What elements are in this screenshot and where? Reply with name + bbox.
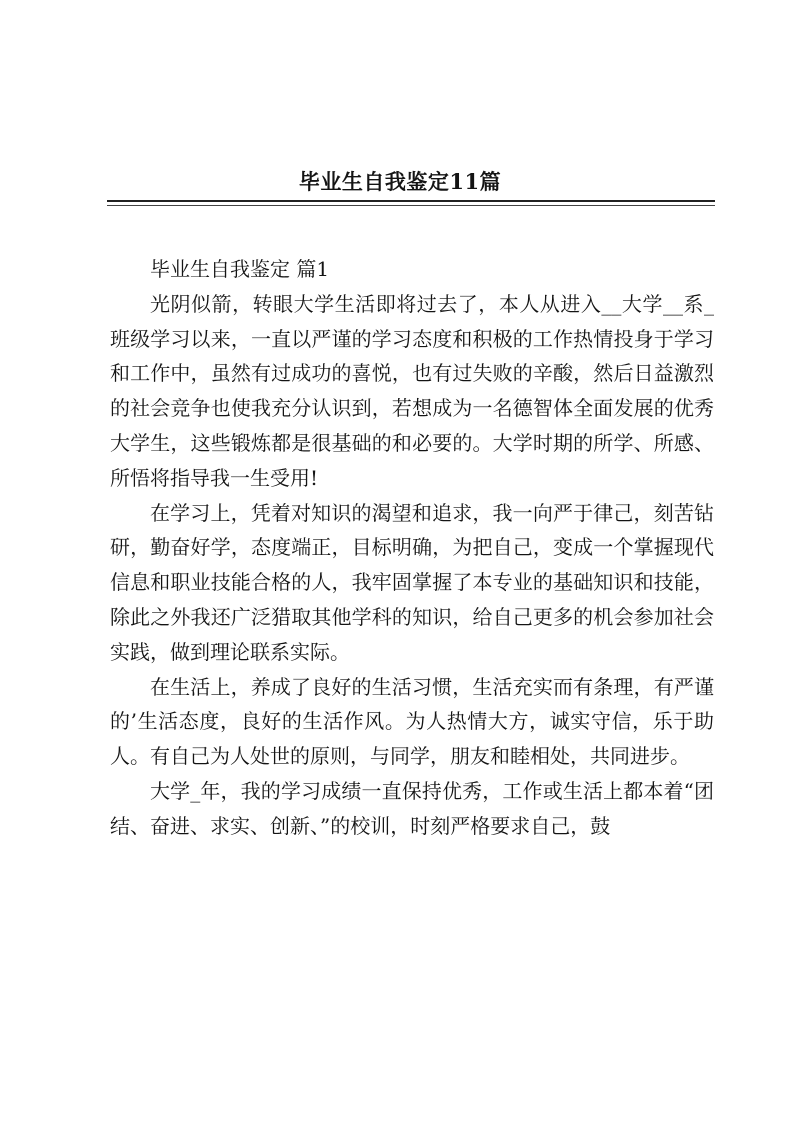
title-divider-thick [107, 200, 715, 202]
paragraph-1: 光阴似箭，转眼大学生活即将过去了，本人从进入__大学__系_班级学习以来，一直以严谨的学习态度和积极的工作热情投身于学习和工作中，虽然有过成功的喜悦，也有过失败的辛酸，然后日益激烈的社会竞争也使我充分认识到，若想成为一名德智体全面发展的优秀大学生，这些锻炼都是很基础的和必要的。大学时期的所学、所感、所悟将指导我一生受用! [110, 291, 714, 490]
document-body [110, 252, 714, 844]
section-heading: 毕业生自我鉴定 篇1 [150, 257, 330, 281]
document-title: 毕业生自我鉴定11篇 [298, 169, 502, 194]
paragraph-3: 在生活上，养成了良好的生活习惯，生活充实而有条理，有严谨的’生活态度，良好的生活作风。为人热情大方，诚实守信，乐于助人。有自己为人处世的原则，与同学，朋友和睦相处，共同进步。 [110, 674, 714, 769]
title-divider-thin [107, 205, 715, 206]
paragraph-2: 在学习上，凭着对知识的渴望和追求，我一向严于律己，刻苦钻研，勤奋好学，态度端正，目标明确，为把自己，变成一个掌握现代信息和职业技能合格的人，我牢固掌握了本专业的基础知识和技能，除此之外我还广泛猎取其他学科的知识，给自己更多的机会参加社会实践，做到理论联系实际。 [110, 500, 714, 664]
paragraph-4: 大学_年，我的学习成绩一直保持优秀，工作或生活上都本着“团结、奋进、求实、创新、”的校训，时刻严格要求自己，鼓 [110, 778, 714, 838]
